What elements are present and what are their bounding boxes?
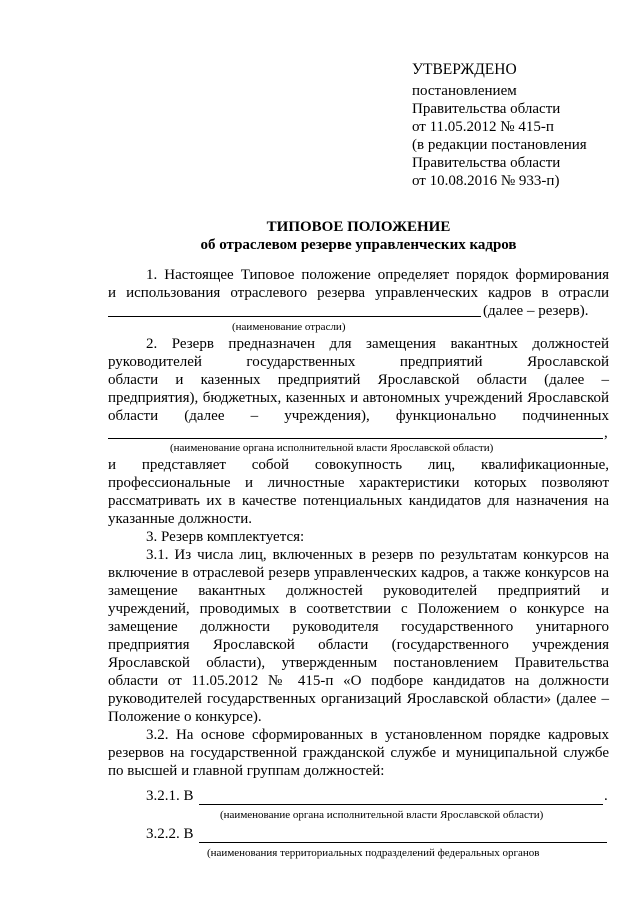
approval-line: (в редакции постановления [412, 137, 587, 153]
body-line: по высшей и главной группам должностей: [108, 763, 385, 779]
body-line: и использования отраслевого резерва управленческих кадров в отрасли [108, 285, 609, 301]
approval-line: от 10.08.2016 № 933-п) [412, 173, 560, 189]
body-line: 3.2. На основе сформированных в установленном порядке кадровых [146, 727, 609, 743]
field-caption: (наименование органа исполнительной власти Ярославской области) [220, 809, 544, 821]
body-line: рассматривать их в качестве потенциальных кандидатов для назначения на [108, 493, 609, 509]
body-line: замещение должности руководителя государственного унитарного [108, 619, 609, 635]
field-caption: (наименования территориальных подразделений федеральных органов [207, 847, 540, 859]
body-line: учреждений, проводимых в соответствии с Положением о конкурсе на [108, 601, 609, 617]
body-line: предприятия), бюджетных, казенных и автономных учреждений Ярославской [108, 390, 609, 406]
field-caption: (наименование органа исполнительной власти Ярославской области) [170, 442, 494, 454]
body-line: 1. Настоящее Типовое положение определяет порядок формирования [146, 267, 609, 283]
body-line: . [604, 788, 608, 804]
body-line: включение в отраслевой резерв управленческих кадров, а также конкурсов на [108, 565, 609, 581]
body-line: профессиональные и личностные характеристики которых позволяют [108, 475, 609, 491]
field-caption: (наименование отрасли) [232, 321, 346, 333]
body-line: 3.1. Из числа лиц, включенных в резерв по результатам конкурсов на [146, 547, 609, 563]
blank-line [199, 842, 607, 843]
blank-line [108, 316, 481, 317]
approval-line: постановлением [412, 83, 517, 99]
body-line: замещение вакантных должностей руководителей предприятий и [108, 583, 609, 599]
body-line: Ярославской области), утвержденным постановлением Правительства [108, 655, 609, 671]
body-line: области и казенных предприятий Ярославской области (далее – [108, 372, 609, 388]
body-line: , [604, 425, 608, 441]
blank-line [108, 438, 603, 439]
subitem-label: 3.2.1. В [146, 788, 194, 804]
body-line: области (далее – учреждения), функционально подчиненных [108, 408, 609, 424]
body-line: предприятия Ярославской области (государственного учреждения [108, 637, 609, 653]
approval-title: УТВЕРЖДЕНО [412, 61, 517, 78]
blank-line [199, 804, 603, 805]
body-line: 2. Резерв предназначен для замещения вакантных должностей [146, 336, 609, 352]
body-line: (далее – резерв). [483, 303, 589, 319]
body-line: 3. Резерв комплектуется: [146, 529, 305, 545]
approval-line: Правительства области [412, 101, 561, 117]
body-line: указанные должности. [108, 511, 253, 527]
body-line: области от 11.05.2012 № 415-п «О подборе кандидатов на должности [108, 673, 609, 689]
approval-line: Правительства области [412, 155, 561, 171]
approval-line: от 11.05.2012 № 415-п [412, 119, 554, 135]
body-line: резервов на государственной гражданской службе и муниципальной службе [108, 745, 609, 761]
document-subtitle: об отраслевом резерве управленческих кадров [200, 237, 517, 253]
body-line: Положение о конкурсе). [108, 709, 262, 725]
body-line: руководителей государственных предприятий Ярославской [108, 354, 609, 370]
body-line: и представляет собой совокупность лиц, квалификационные, [108, 457, 609, 473]
document-title: ТИПОВОЕ ПОЛОЖЕНИЕ [266, 219, 451, 235]
subitem-label: 3.2.2. В [146, 826, 194, 842]
body-line: руководителей государственных организаций Ярославской области» (далее – [108, 691, 609, 707]
